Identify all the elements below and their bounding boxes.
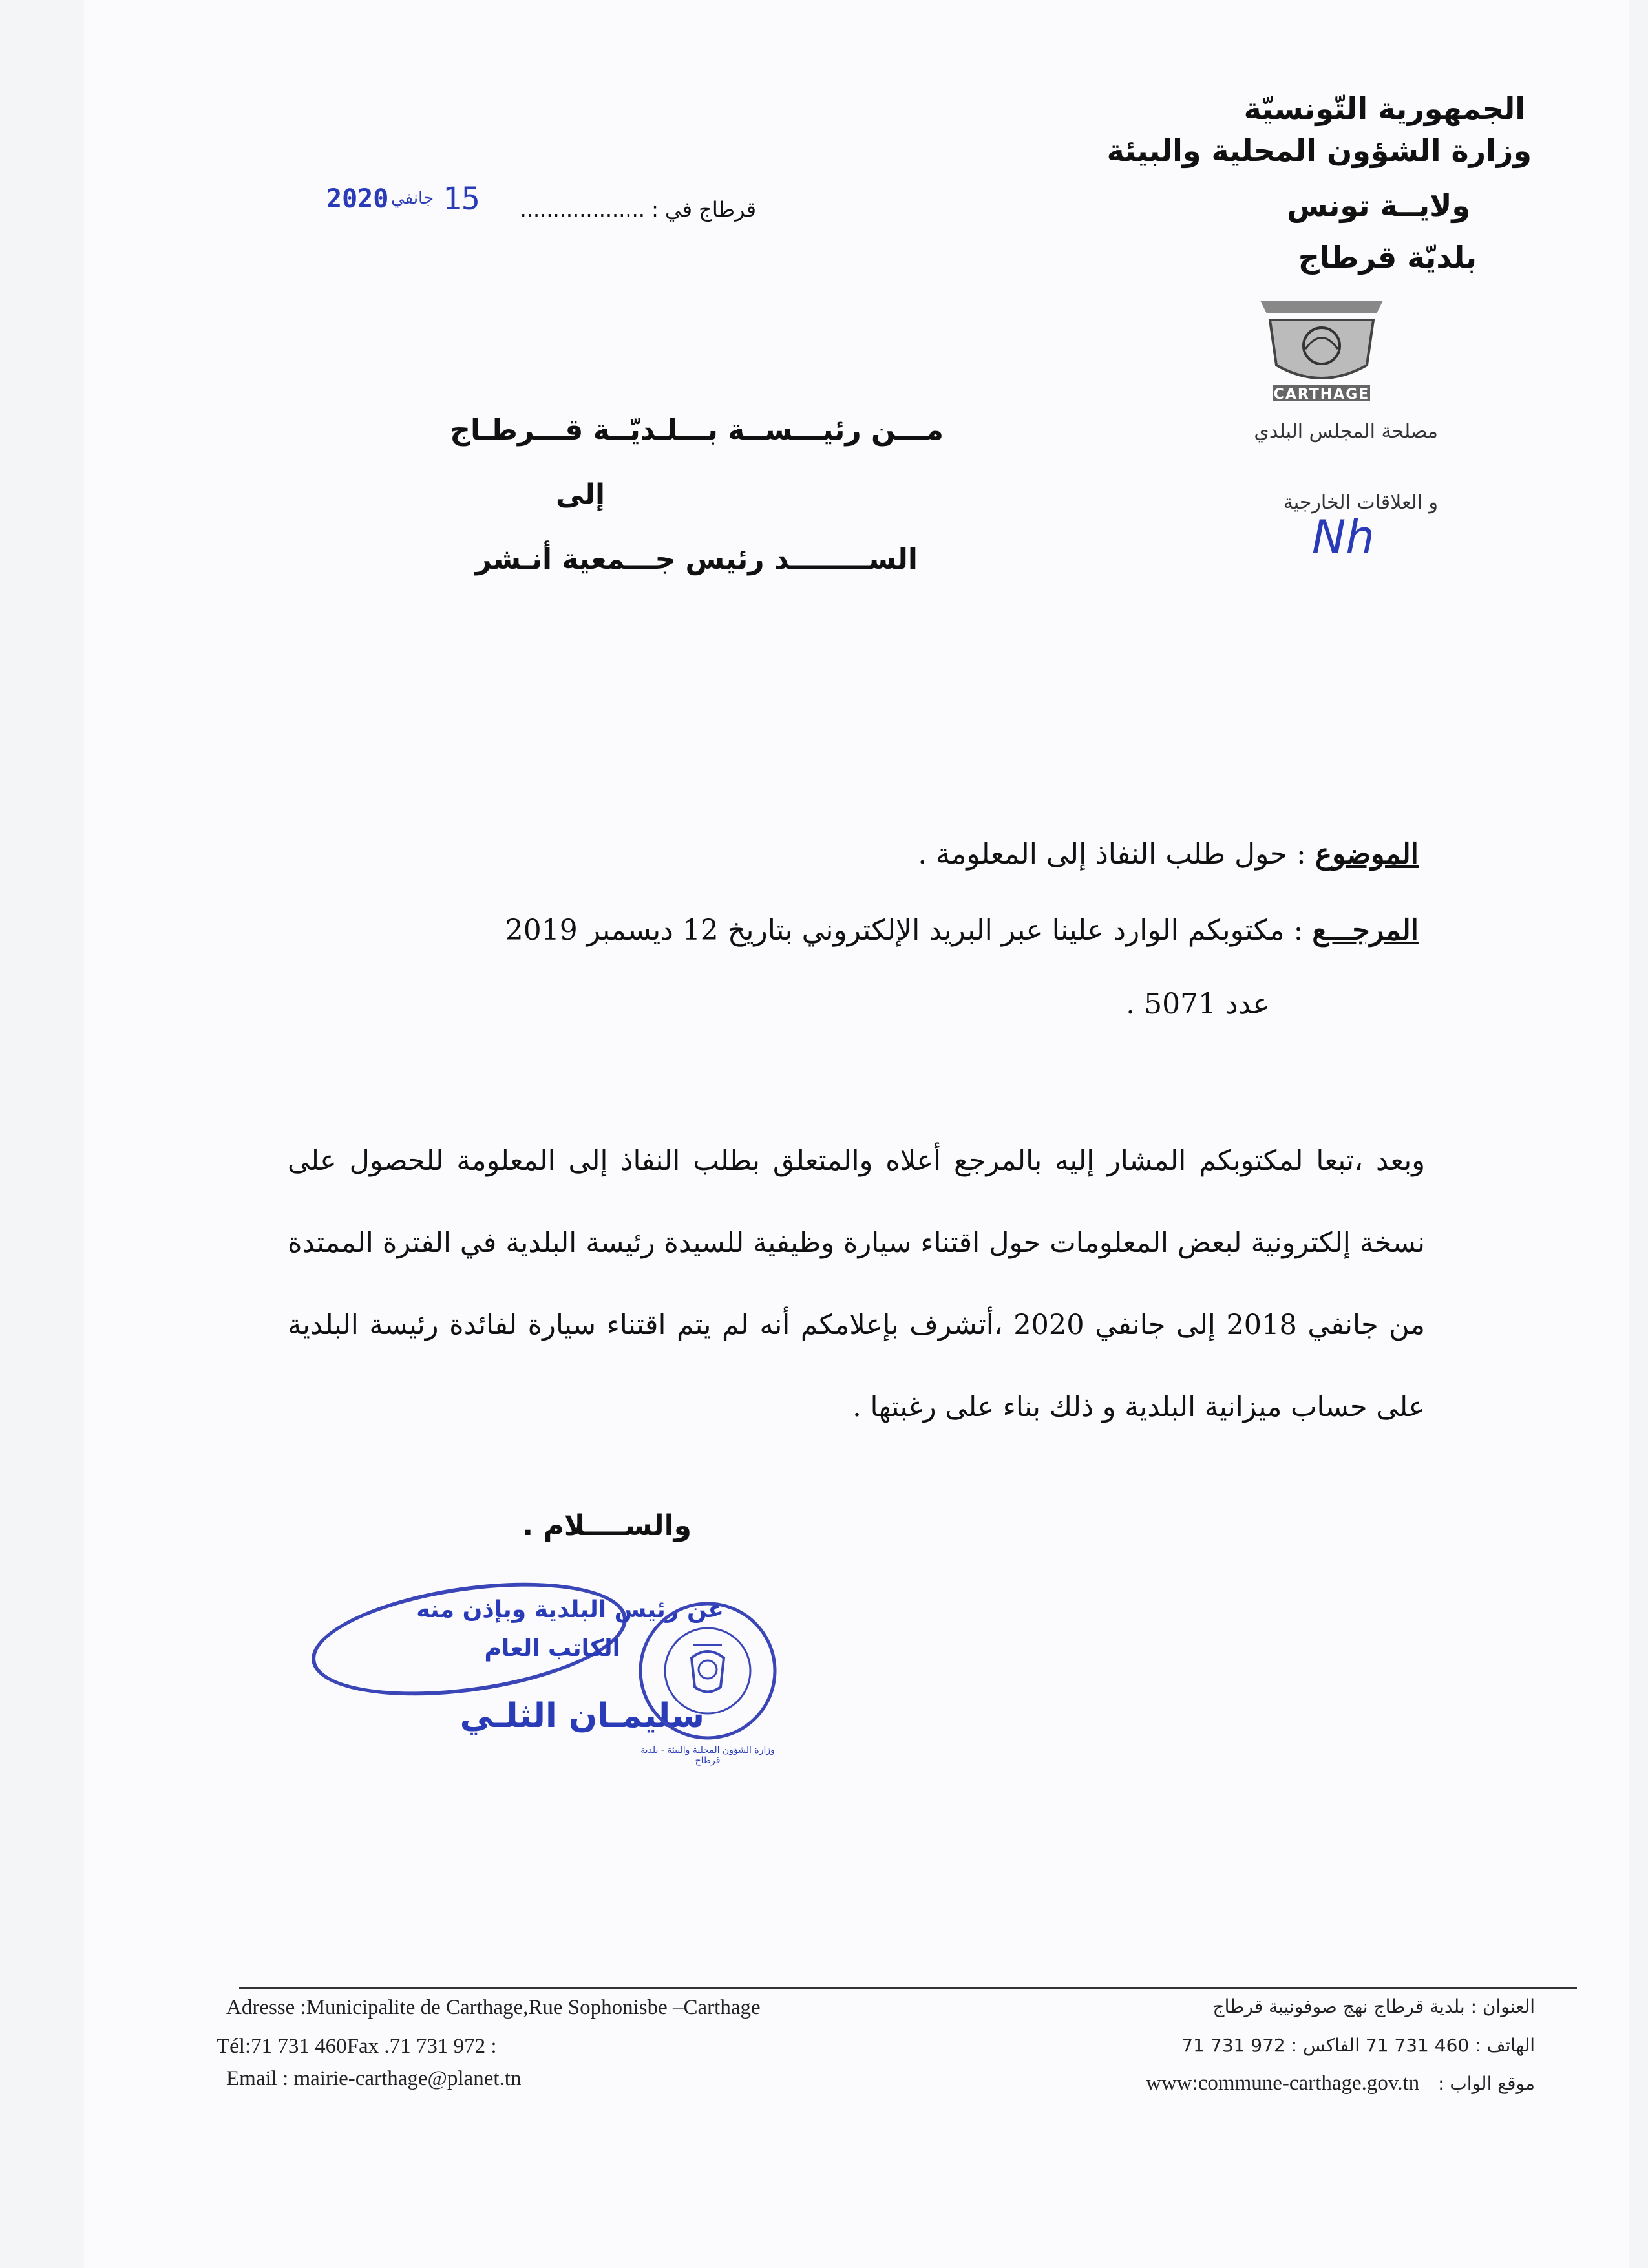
footer-fr-phone: Tél:71 731 460Fax .71 731 972 : bbox=[217, 2035, 497, 2058]
reference-text: : مكتوبكم الوارد علينا عبر البريد الإلكتروني بتاريخ 12 ديسمبر 2019 bbox=[505, 914, 1304, 947]
subject-label: الموضوع bbox=[1315, 838, 1419, 871]
municipality-header: بلديّة قرطاج bbox=[1298, 240, 1477, 275]
service-name-line2: و العلاقات الخارجية bbox=[1283, 491, 1438, 514]
subject-text: : حول طلب النفاذ إلى المعلومة . bbox=[918, 838, 1306, 871]
recipient-label: إلى bbox=[556, 478, 606, 511]
date-stamp-day: 15 bbox=[443, 181, 480, 217]
footer-ar-phone: الهاتف : 460 731 71 الفاكس : 972 731 71 bbox=[1181, 2035, 1535, 2056]
footer-web-label: موقع الواب : bbox=[1438, 2073, 1535, 2094]
letter-page bbox=[84, 0, 1629, 2268]
logo-caption: CARTHAGE bbox=[1273, 387, 1370, 403]
footer-ar-web bbox=[889, 2072, 1535, 2095]
subject-line bbox=[385, 834, 1419, 875]
handwritten-initials: Nh bbox=[1312, 511, 1375, 564]
reference-number: عدد 5071 . bbox=[1126, 988, 1270, 1021]
reference-line bbox=[191, 910, 1419, 951]
footer-divider bbox=[239, 1987, 1577, 1989]
official-seal bbox=[637, 1600, 779, 1742]
signatory-name: سليمـان الثلـي bbox=[460, 1697, 704, 1735]
ministry-header: وزارة الشؤون المحلية والبيئة bbox=[1106, 133, 1532, 168]
body-paragraph: وبعد ،تبعا لمكتوبكم المشار إليه بالمرجع أعلاه والمتعلق بطلب النفاذ إلى المعلومة للحصول على نسخة إلكترونية لبعض المعلومات حول اقتناء سيارة وظيفية للسيدة رئيسة البلدية في الفترة الممتدة من جانفي 2018 إلى جانفي 2020 ،أتشرف بإعلامكم أنه لم يتم اقتناء سيارة لفائدة رئيسة البلدية على حساب ميزانية البلدية و ذلك بناء على رغبتها . bbox=[288, 1145, 1425, 1423]
recipient-line: الســــــــد رئيس جـــمعية أنـشر bbox=[475, 543, 918, 576]
footer-fr-address: Adresse :Municipalite de Carthage,Rue Sophonisbe –Carthage bbox=[226, 1996, 761, 2019]
date-stamp-month: جانفي bbox=[391, 189, 434, 208]
sender-line: مـــن رئيـــســة بـــلـديّــة قـــرطـاج bbox=[450, 414, 944, 447]
date-stamp-year: 2020 bbox=[326, 184, 389, 214]
governorate-header: ولايــة تونس bbox=[1287, 188, 1470, 223]
republic-header: الجمهورية التّونسيّة bbox=[1243, 91, 1525, 126]
footer-fr-email: Email : mairie-carthage@planet.tn bbox=[226, 2067, 522, 2090]
closing-text: والســــلام . bbox=[522, 1509, 692, 1542]
date-line: قرطاج في : ................... bbox=[520, 197, 756, 222]
reference-label: المرجـــع bbox=[1312, 914, 1419, 947]
signature-stamp-line2: الكاتب العام bbox=[484, 1635, 620, 1662]
service-name: مصلحة المجلس البلدي bbox=[1254, 420, 1438, 443]
seal-text: وزارة الشؤون المحلية والبيئة - بلدية قرطاج bbox=[640, 1745, 775, 1766]
signature-stamp-line1: عن رئيس البلدية وبإذن منه bbox=[416, 1596, 724, 1623]
footer-web-url: www:commune-carthage.gov.tn bbox=[1146, 2072, 1420, 2095]
footer-ar-address: العنوان : بلدية قرطاج نهج صوفونيبة قرطاج bbox=[1212, 1996, 1535, 2017]
